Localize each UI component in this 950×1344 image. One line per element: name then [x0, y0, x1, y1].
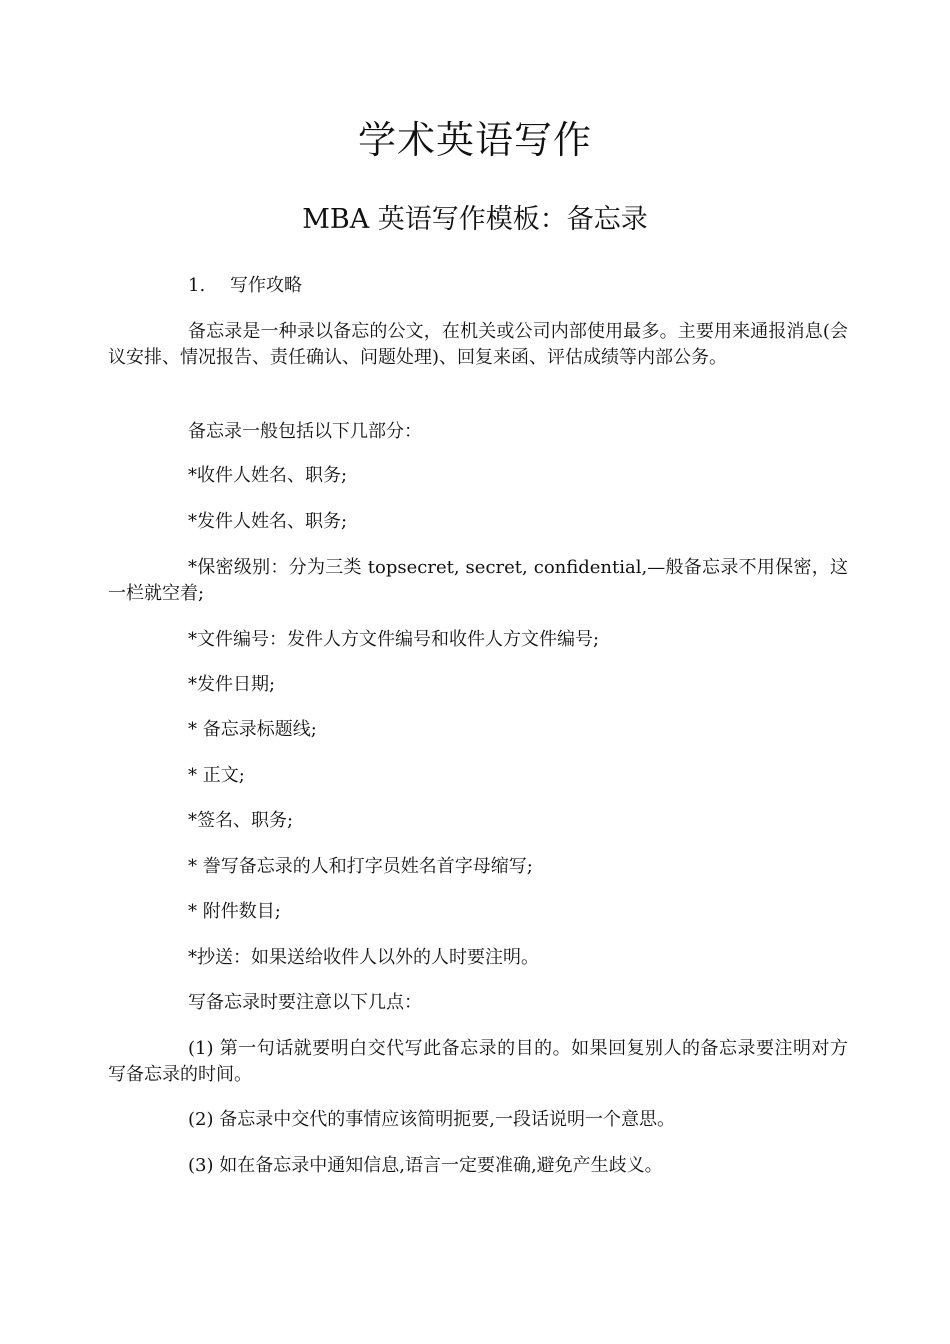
- list-item-cc: *抄送：如果送给收件人以外的人时要注明。: [188, 947, 539, 968]
- list-item-sender: *发件人姓名、职务;: [188, 511, 348, 532]
- list-item-recipient: *收件人姓名、职务;: [188, 465, 348, 486]
- paragraph-components-lead: 备忘录一般包括以下几部分：: [188, 421, 422, 442]
- list-item-attachments: * 附件数目;: [188, 901, 281, 922]
- note-item-3: (3) 如在备忘录中通知信息,语言一定要准确,避免产生歧义。: [188, 1155, 663, 1176]
- document-title: 学术英语写作: [357, 118, 592, 162]
- section-heading: [188, 273, 302, 299]
- list-item-file-number: *文件编号：发件人方文件编号和收件人方文件编号;: [188, 629, 600, 650]
- paragraph-intro: 备忘录是一种录以备忘的公文，在机关或公司内部使用最多。主要用来通报消息(会议安排、情况报告、责任确认、问题处理)、回复来函、评估成绩等内部公务。: [108, 321, 848, 368]
- list-item-signature: *签名、职务;: [188, 810, 294, 831]
- list-item-security-level: *保密级别：分为三类 topsecret, secret, confidential,—般备忘录不用保密，这一栏就空着;: [108, 557, 848, 604]
- section-heading-text: 写作攻略: [230, 275, 302, 296]
- list-item-subject-line: * 备忘录标题线;: [188, 719, 317, 740]
- list-item-initials: * 誊写备忘录的人和打字员姓名首字母缩写;: [188, 856, 533, 877]
- note-item-2: (2) 备忘录中交代的事情应该简明扼要,一段话说明一个意思。: [188, 1109, 675, 1130]
- section-number: 1.: [188, 275, 206, 296]
- list-item-body: * 正文;: [188, 765, 245, 786]
- list-item-date: *发件日期;: [188, 674, 276, 695]
- note-item-1: (1) 第一句话就要明白交代写此备忘录的目的。如果回复别人的备忘录要注明对方写备忘录的时间。: [108, 1038, 848, 1085]
- paragraph-notes-lead: 写备忘录时要注意以下几点：: [188, 992, 422, 1013]
- document-subtitle: MBA 英语写作模板：备忘录: [302, 204, 648, 235]
